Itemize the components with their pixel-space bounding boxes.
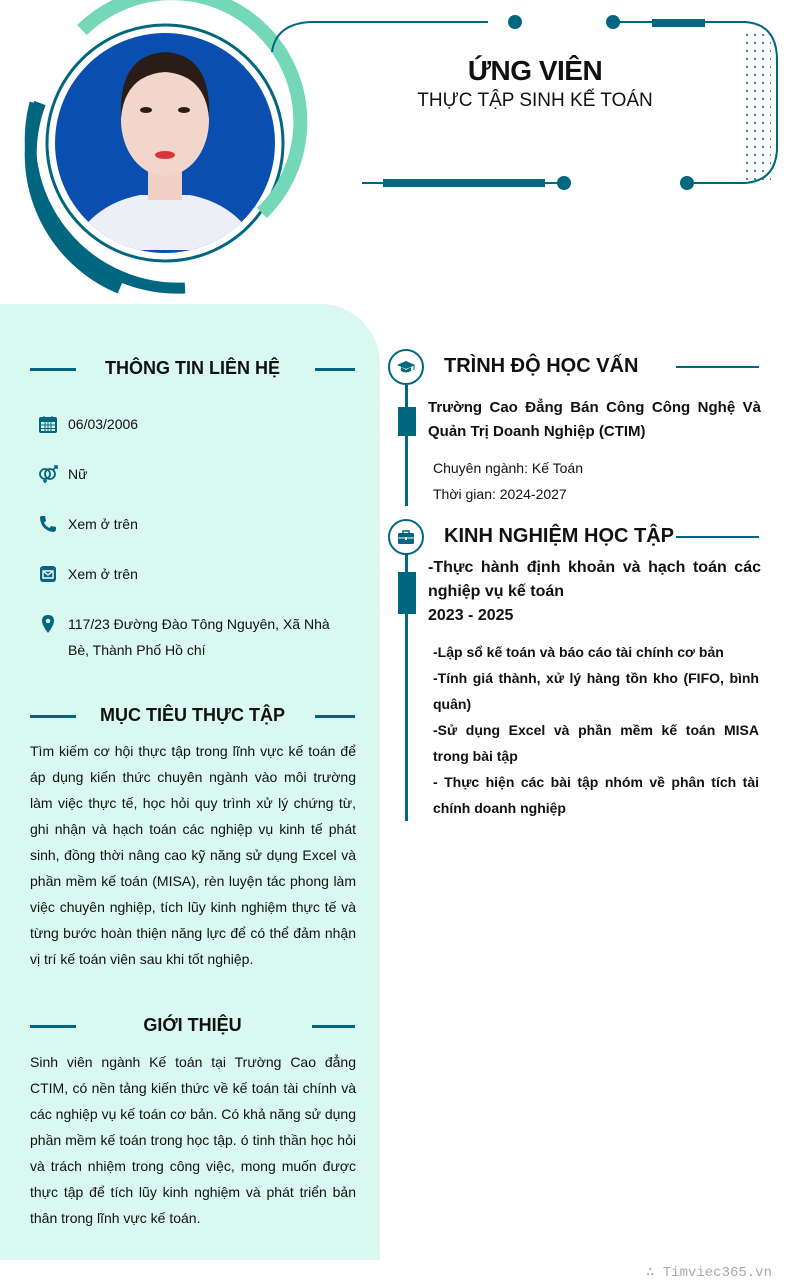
bullet-item: -Tính giá thành, xử lý hàng tồn kho (FIFO, bình quân) [433,670,759,712]
intro-title: GIỚI THIỆU [143,1015,242,1035]
candidate-name: ỨNG VIÊN [467,55,603,86]
phone: Xem ở trên [68,516,138,532]
experience-period: 2023 - 2025 [428,607,514,624]
experience-bullets [433,639,759,821]
bullet-item: -Sử dụng Excel và phần mềm kế toán MISA trong bài tập [433,722,759,764]
contact-title: THÔNG TIN LIÊN HỆ [105,358,280,378]
bullet-item: - Thực hiện các bài tập nhóm về phân tích tài chính doanh nghiệp [433,774,759,816]
timeline-line [405,385,408,506]
graduation-cap-icon [388,349,424,385]
profile-photo [50,30,280,260]
divider [676,366,759,368]
gender-icon [38,464,58,484]
timeline-marker [398,572,416,614]
intro-text: Sinh viên ngành Kế toán tại Trường Cao đẳng CTIM, có nền tảng kiến thức về kế toán tài chính và các nghiệp vụ kế toán cơ bản. Có khả năng sử dụng phần mềm kế toán trong học tập. ó tinh thần học hỏi và trách nhiệm trong công việc, mong muốn được thực tập để tích lũy kinh nghiệm và phát triển bản thân trong lĩnh vực kế toán. [30,1054,356,1226]
birthdate: 06/03/2006 [68,416,139,432]
gender: Nữ [68,466,88,482]
location-icon [38,614,58,634]
education-major: Chuyên ngành: Kế Toán [433,460,583,476]
school-name: Trường Cao Đẳng Bán Công Công Nghệ Và Quản Trị Doanh Nghiệp (CTIM) [428,399,761,440]
address: 117/23 Đường Đào Tông Nguyên, Xã Nhà Bè, Thành Phố Hồ chí [68,616,330,658]
objective-text: Tìm kiếm cơ hội thực tập trong lĩnh vực kế toán để áp dụng kiến thức chuyên ngành vào môi trường làm việc thực tế, học hỏi quy trình xử lý chứng từ, ghi nhận và hạch toán các nghiệp vụ kinh tế phát sinh, đồng thời nâng cao kỹ năng sử dụng Excel và phần mềm kế toán (MISA), rèn luyện tác phong làm việc chuyên nghiệp, tích lũy kinh nghiệm thực tế và từng bước hoàn thiện năng lực để có thể đảm nhận vị trí kế toán viên sau khi tốt nghiệp. [30,743,356,967]
objective-title: MỤC TIÊU THỰC TẬP [100,705,285,725]
calendar-icon [38,414,58,434]
email-icon [38,564,58,584]
phone-icon [38,514,58,534]
divider [676,536,759,538]
experience-heading: -Thực hành định khoản và hạch toán các nghiệp vụ kế toán [428,559,761,600]
bullet-item: -Lập sổ kế toán và báo cáo tài chính cơ bản [433,644,724,660]
header-decoration [0,0,800,300]
candidate-position: THỰC TẬP SINH KẾ TOÁN [417,90,653,111]
education-title: TRÌNH ĐỘ HỌC VẤN [444,355,639,377]
email: Xem ở trên [68,566,138,582]
watermark: ∴ Timviec365.vn [645,1265,772,1281]
education-time: Thời gian: 2024-2027 [433,486,567,502]
experience-title: KINH NGHIỆM HỌC TẬP [444,525,674,547]
timeline-marker [398,407,416,436]
briefcase-icon [388,519,424,555]
